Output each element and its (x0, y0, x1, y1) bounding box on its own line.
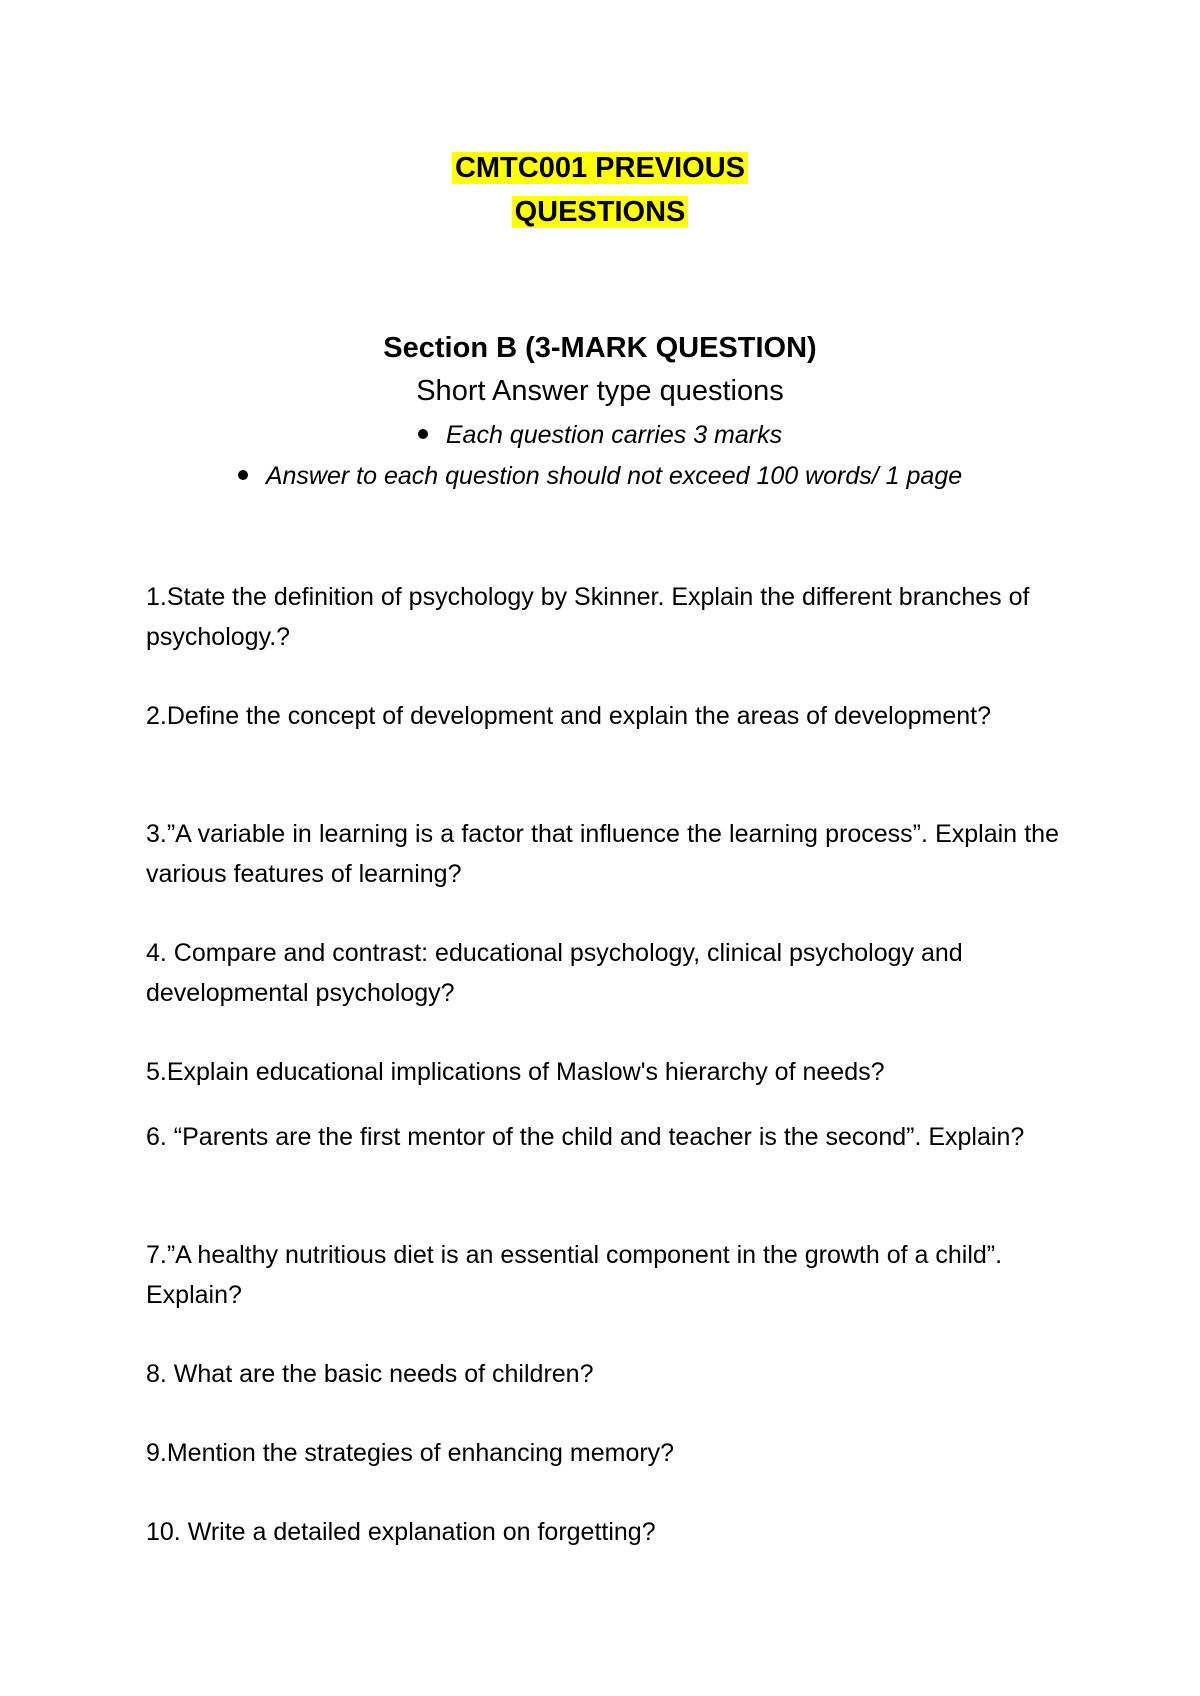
instruction-bullet (0, 459, 1200, 493)
question-item: 9.Mention the strategies of enhancing memory? (146, 1439, 675, 1467)
instruction-bullet (0, 418, 1200, 452)
bullet-dot-icon (238, 470, 248, 480)
title-highlight: CMTC001 PREVIOUS (452, 152, 748, 184)
section-subheading: Short Answer type questions (416, 375, 784, 407)
page-title-line-1 (0, 148, 1200, 188)
question-item: 4. Compare and contrast: educational psychology, clinical psychology and developmental psychology? (146, 939, 963, 1007)
question-item: 8. What are the basic needs of children? (146, 1360, 594, 1388)
instruction-text: Answer to each question should not exceed 100 words/ 1 page (265, 462, 963, 490)
question-item: 6. “Parents are the first mentor of the child and teacher is the second”. Explain? (146, 1123, 1025, 1151)
instruction-text: Each question carries 3 marks (445, 421, 783, 449)
bullet-dot-icon (418, 429, 428, 439)
question-item: 3.”A variable in learning is a factor that influence the learning process”. Explain the various features of learning? (146, 820, 1059, 888)
question-item: 2.Define the concept of development and explain the areas of development? (146, 702, 992, 730)
title-highlight: QUESTIONS (512, 196, 689, 228)
question-item: 10. Write a detailed explanation on forgetting? (146, 1518, 656, 1546)
page-title-line-2 (0, 192, 1200, 232)
question-item: 7.”A healthy nutritious diet is an essential component in the growth of a child”. Explain? (146, 1241, 1003, 1309)
question-item: 5.Explain educational implications of Maslow's hierarchy of needs? (146, 1058, 885, 1086)
section-heading: Section B (3-MARK QUESTION) (383, 332, 817, 364)
question-item: 1.State the definition of psychology by Skinner. Explain the different branches of psychology.? (146, 583, 1030, 651)
